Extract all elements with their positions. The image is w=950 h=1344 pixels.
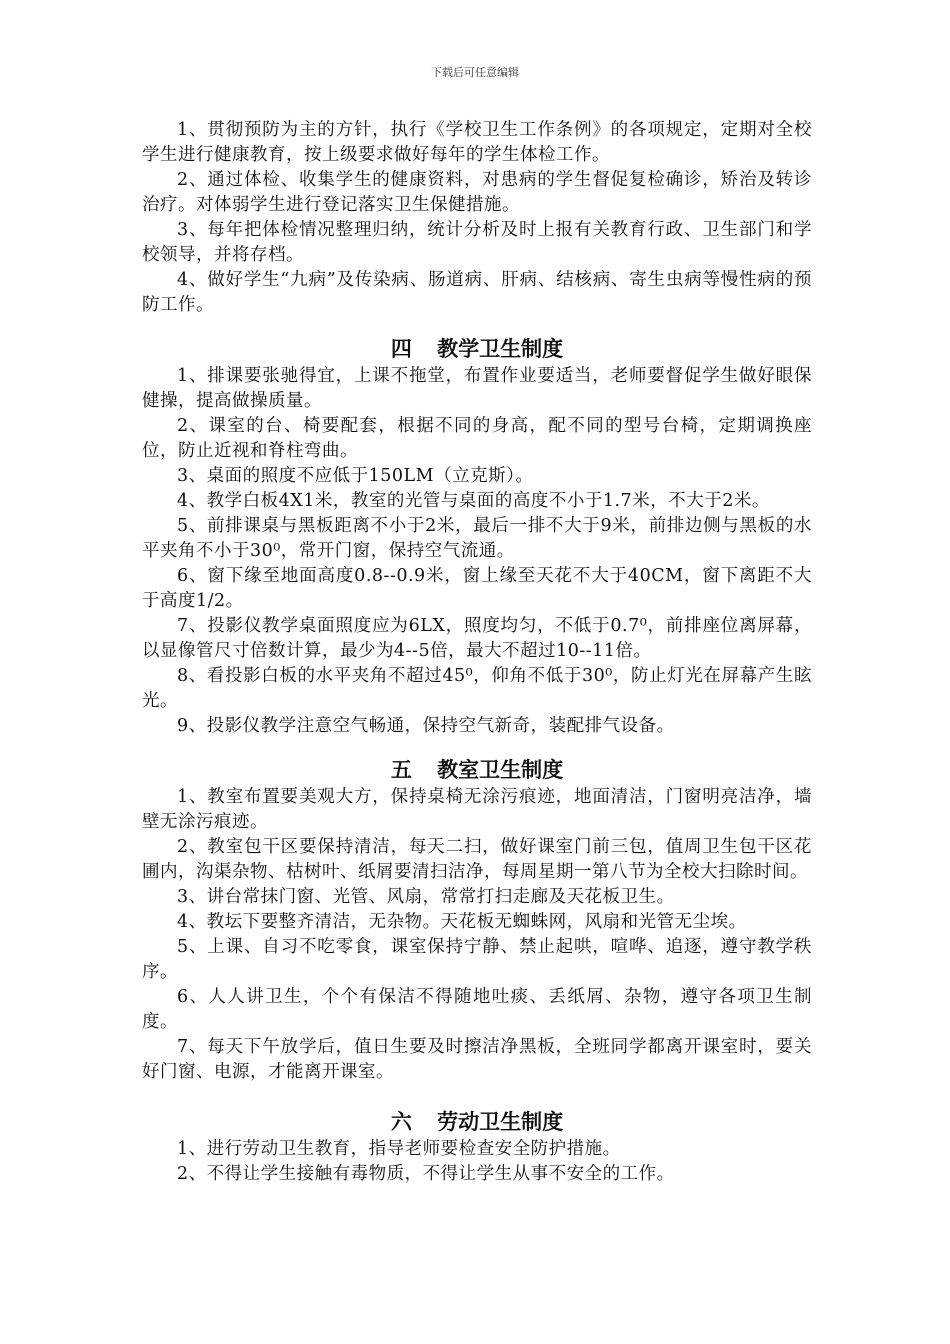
section-teaching-hygiene	[142, 334, 812, 739]
paragraph: 2、通过体检、收集学生的健康资料，对患病的学生督促复检确诊，矫治及转诊治疗。对体弱学生进行登记落实卫生保健措施。	[142, 170, 812, 215]
paragraph: 7、投影仪教学桌面照度应为6LX，照度均匀，不低于0.7⁰，前排座位离屏幕，以显像管尺寸倍数计算，最少为4--5倍，最大不超过10--11倍。	[142, 616, 812, 661]
section-heading	[142, 1107, 812, 1137]
section-title: 教室卫生制度	[437, 758, 564, 782]
section-number: 五	[390, 758, 412, 782]
paragraph: 8、看投影白板的水平夹角不超过45⁰，仰角不低于30⁰，防止灯光在屏幕产生眩光。	[142, 666, 812, 711]
paragraph: 4、教坛下要整齐清洁，无杂物。天花板无蜘蛛网，风扇和光管无尘埃。	[177, 912, 747, 932]
paragraph: 1、教室布置要美观大方，保持桌椅无涂污痕迹，地面清洁，门窗明亮洁净，墙壁无涂污痕迹。	[142, 787, 812, 832]
paragraph: 5、前排课桌与黑板距离不小于2米，最后一排不大于9米，前排边侧与黑板的水平夹角不小于30⁰，常开门窗，保持空气流通。	[142, 516, 812, 561]
section-heading	[142, 755, 812, 785]
paragraph: 6、人人讲卫生，个个有保洁不得随地吐痰、丢纸屑、杂物，遵守各项卫生制度。	[142, 987, 812, 1032]
section-title: 劳动卫生制度	[437, 1110, 564, 1134]
paragraph: 3、讲台常抹门窗、光管、风扇，常常打扫走廊及天花板卫生。	[177, 887, 675, 907]
paragraph: 1、进行劳动卫生教育，指导老师要检查安全防护措施。	[177, 1139, 621, 1159]
section-intro	[142, 118, 812, 318]
paragraph: 4、教学白板4X1米，教室的光管与桌面的高度不小于1.7米，不大于2米。	[177, 491, 770, 511]
paragraph: 2、教室包干区要保持清洁，每天二扫，做好课室门前三包，值周卫生包干区花圃内，沟渠杂物、枯树叶、纸屑要清扫洁净，每周星期一第八节为全校大扫除时间。	[142, 837, 812, 882]
paragraph: 7、每天下午放学后，值日生要及时擦洁净黑板，全班同学都离开课室时，要关好门窗、电源，才能离开课室。	[142, 1037, 812, 1082]
section-classroom-hygiene	[142, 755, 812, 1085]
section-labor-hygiene	[142, 1107, 812, 1187]
section-number: 六	[390, 1110, 412, 1134]
paragraph: 1、贯彻预防为主的方针，执行《学校卫生工作条例》的各项规定，定期对全校学生进行健康教育，按上级要求做好每年的学生体检工作。	[142, 120, 812, 165]
paragraph: 3、桌面的照度不应低于150LM（立克斯）。	[177, 466, 534, 486]
paragraph: 4、做好学生“九病”及传染病、肠道病、肝病、结核病、寄生虫病等慢性病的预防工作。	[142, 270, 812, 315]
document-body	[142, 118, 812, 1187]
paragraph: 2、课室的台、椅要配套，根据不同的身高，配不同的型号台椅，定期调换座位，防止近视和脊柱弯曲。	[142, 416, 812, 461]
paragraph: 3、每年把体检情况整理归纳，统计分析及时上报有关教育行政、卫生部门和学校领导，并将存档。	[142, 220, 812, 265]
section-title: 教学卫生制度	[437, 337, 564, 361]
section-heading	[142, 334, 812, 364]
paragraph: 5、上课、自习不吃零食，课室保持宁静、禁止起哄，喧哗、追逐，遵守教学秩序。	[142, 937, 812, 982]
page-header: 下载后可任意编辑	[431, 66, 519, 79]
paragraph: 1、排课要张驰得宜，上课不拖堂，布置作业要适当，老师要督促学生做好眼保健操，提高做操质量。	[142, 366, 812, 411]
paragraph: 2、不得让学生接触有毒物质，不得让学生从事不安全的工作。	[177, 1164, 675, 1184]
paragraph: 9、投影仪教学注意空气畅通，保持空气新奇，装配排气设备。	[177, 716, 675, 736]
paragraph: 6、窗下缘至地面高度0.8--0.9米，窗上缘至天花不大于40CM，窗下离距不大于高度1/2。	[142, 566, 812, 611]
section-number: 四	[390, 337, 412, 361]
